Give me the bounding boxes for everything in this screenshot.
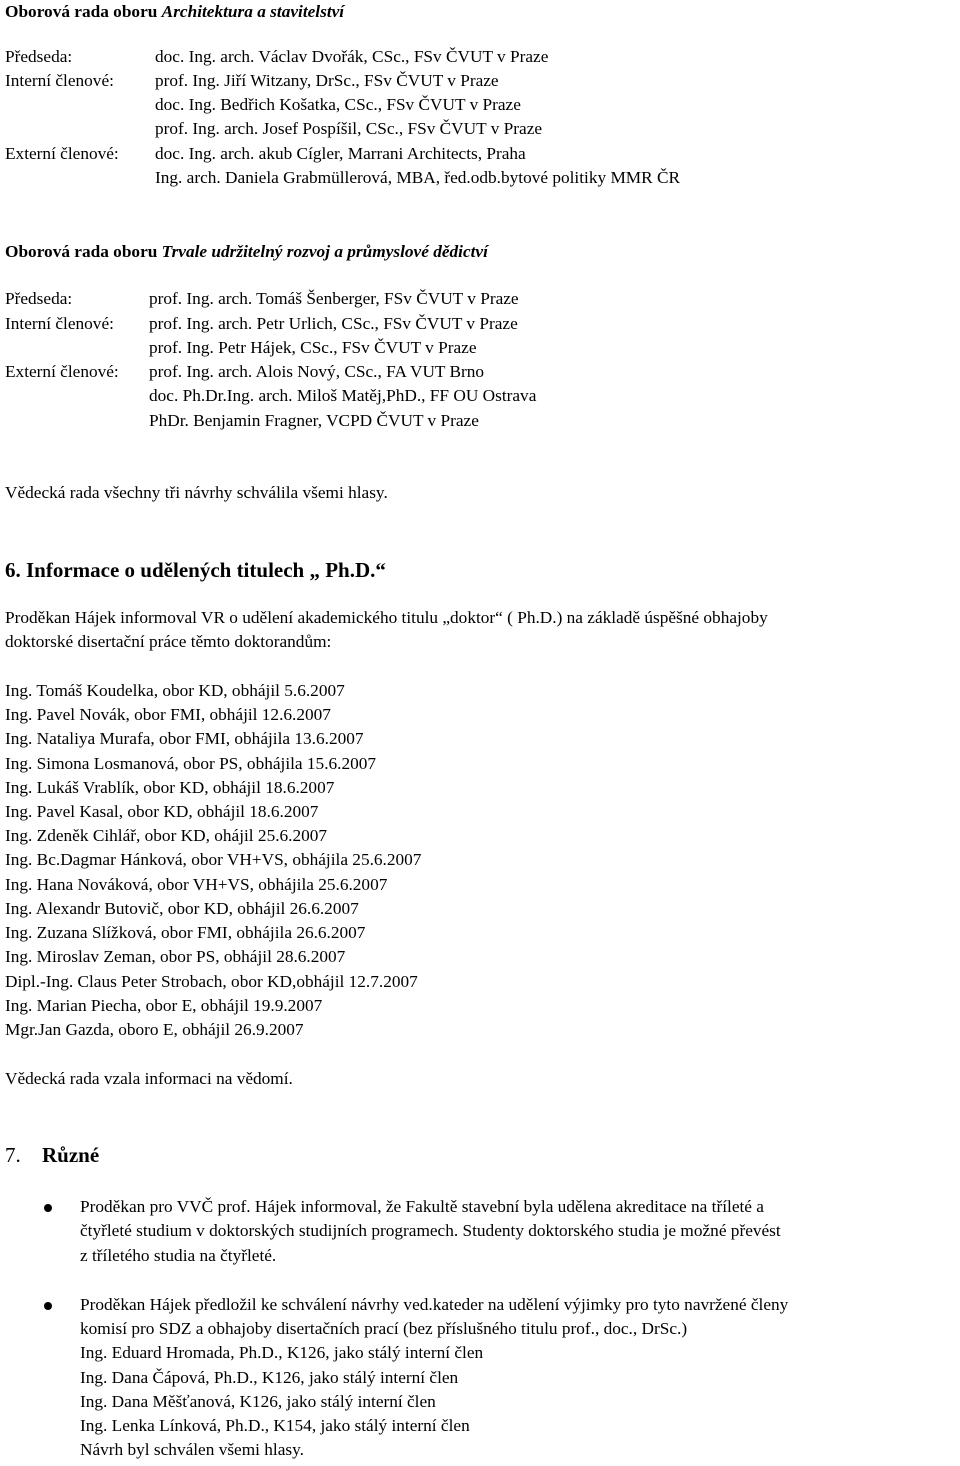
bullet2-line: Návrh byl schválen všemi hlasy. (80, 1440, 304, 1459)
heading-title: Trvale udržitelný rozvoj a průmyslové dědictví (161, 242, 488, 261)
graduate-item: Ing. Pavel Novák, obor FMI, obhájil 12.6.2007 (5, 705, 331, 724)
section7-number: 7. (5, 1143, 21, 1167)
section-heading-trvale (5, 240, 488, 264)
section6-closing: Vědecká rada vzala informaci na vědomí. (5, 1069, 293, 1088)
external-member: doc. Ing. arch. akub Cígler, Marrani Architects, Praha (155, 144, 526, 163)
graduate-item: Ing. Zdeněk Cihlář, obor KD, ohájil 25.6.2007 (5, 826, 328, 845)
internal-member: prof. Ing. Jiří Witzany, DrSc., FSv ČVUT v Praze (155, 71, 499, 90)
bullet2-line: Proděkan Hájek předložil ke schválení návrhy ved.kateder na udělení výjimky pro tyto navržené členy (80, 1295, 789, 1314)
graduate-item: Ing. Simona Losmanová, obor PS, obhájila 15.6.2007 (5, 754, 377, 773)
graduate-item: Ing. Tomáš Koudelka, obor KD, obhájil 5.6.2007 (5, 681, 345, 700)
graduate-item: Ing. Miroslav Zeman, obor PS, obhájil 28.6.2007 (5, 947, 346, 966)
section7-title: Různé (42, 1143, 100, 1167)
graduate-item: Ing. Hana Nováková, obor VH+VS, obhájila 25.6.2007 (5, 875, 388, 894)
section6-intro-line2: doktorské disertační práce těmto doktorandům: (5, 632, 332, 651)
graduate-item: Ing. Pavel Kasal, obor KD, obhájil 18.6.2007 (5, 802, 319, 821)
bullet2-line: Ing. Dana Čápová, Ph.D., K126, jako stálý interní člen (80, 1368, 459, 1387)
graduate-item: Ing. Marian Piecha, obor E, obhájil 19.9.2007 (5, 996, 323, 1015)
heading-title: Architektura a stavitelství (161, 2, 345, 21)
chair-name: prof. Ing. arch. Tomáš Šenberger, FSv ČVUT v Praze (149, 289, 519, 308)
graduate-item: Mgr.Jan Gazda, oboro E, obhájil 26.9.2007 (5, 1020, 304, 1039)
section-heading-arch (5, 0, 344, 24)
internal-member: prof. Ing. arch. Petr Urlich, CSc., FSv ČVUT v Praze (149, 314, 518, 333)
bullet2-line: komisí pro SDZ a obhajoby disertačních prací (bez příslušného titulu prof., doc., DrSc.) (80, 1319, 688, 1338)
graduate-item: Ing. Alexandr Butovič, obor KD, obhájil 26.6.2007 (5, 899, 359, 918)
heading-prefix: Oborová rada oboru (5, 242, 162, 261)
external-member: PhDr. Benjamin Fragner, VCPD ČVUT v Praze (149, 411, 479, 430)
internal-member: doc. Ing. Bedřich Košatka, CSc., FSv ČVUT v Praze (155, 95, 521, 114)
chair-label: Předseda: (5, 47, 73, 66)
section6-intro-line1: Proděkan Hájek informoval VR o udělení akademického titulu „doktor“ ( Ph.D.) na základě úspěšné obhajoby (5, 608, 768, 627)
internal-members-label: Interní členové: (5, 314, 114, 333)
bullet1-line: z tříletého studia na čtyřleté. (80, 1246, 277, 1265)
graduate-item: Ing. Zuzana Slížková, obor FMI, obhájila 26.6.2007 (5, 923, 366, 942)
internal-member: prof. Ing. Petr Hájek, CSc., FSv ČVUT v Praze (149, 338, 477, 357)
bullet-icon (44, 1302, 52, 1310)
external-member: prof. Ing. arch. Alois Nový, CSc., FA VUT Brno (149, 362, 485, 381)
bullet-icon (44, 1204, 52, 1212)
graduate-item: Ing. Nataliya Murafa, obor FMI, obhájila 13.6.2007 (5, 729, 364, 748)
bullet2-line: Ing. Eduard Hromada, Ph.D., K126, jako stálý interní člen (80, 1343, 484, 1362)
external-members-label: Externí členové: (5, 362, 119, 381)
bullet2-line: Ing. Dana Měšťanová, K126, jako stálý interní člen (80, 1392, 436, 1411)
graduate-item: Ing. Bc.Dagmar Hánková, obor VH+VS, obhájila 25.6.2007 (5, 850, 422, 869)
graduate-item: Ing. Lukáš Vrablík, obor KD, obhájil 18.6.2007 (5, 778, 335, 797)
chair-name: doc. Ing. arch. Václav Dvořák, CSc., FSv ČVUT v Praze (155, 47, 549, 66)
external-member: doc. Ph.Dr.Ing. arch. Miloš Matěj,PhD., FF OU Ostrava (149, 386, 537, 405)
section6-heading: 6. Informace o udělených titulech „ Ph.D.“ (5, 558, 386, 582)
bullet1-line: Proděkan pro VVČ prof. Hájek informoval, že Fakultě stavební byla udělena akreditace na tříleté a (80, 1197, 764, 1216)
bullet2-line: Ing. Lenka Línková, Ph.D., K154, jako stálý interní člen (80, 1416, 470, 1435)
graduate-item: Dipl.-Ing. Claus Peter Strobach, obor KD,obhájil 12.7.2007 (5, 972, 418, 991)
bullet1-line: čtyřleté studium v doktorských studijních programech. Studenty doktorského studia je možné převést (80, 1221, 781, 1240)
heading-prefix: Oborová rada oboru (5, 2, 162, 21)
approval-note: Vědecká rada všechny tři návrhy schválila všemi hlasy. (5, 483, 388, 502)
external-members-label: Externí členové: (5, 144, 119, 163)
chair-label: Předseda: (5, 289, 73, 308)
internal-members-label: Interní členové: (5, 71, 114, 90)
internal-member: prof. Ing. arch. Josef Pospíšil, CSc., FSv ČVUT v Praze (155, 119, 543, 138)
external-member: Ing. arch. Daniela Grabmüllerová, MBA, řed.odb.bytové politiky MMR ČR (155, 168, 681, 187)
